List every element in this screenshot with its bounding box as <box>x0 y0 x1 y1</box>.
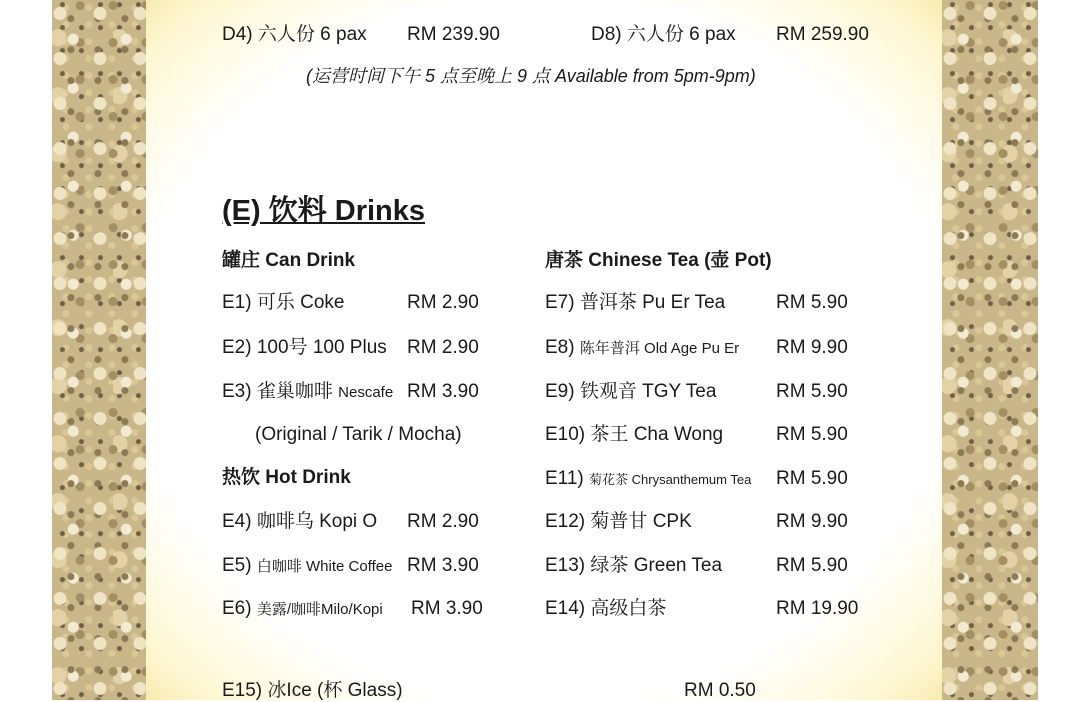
item-e3-name <box>222 381 393 404</box>
item-e3-options: (Original / Tarik / Mocha) <box>255 424 462 445</box>
item-d8-price: RM 259.90 <box>776 24 869 45</box>
item-e8-name <box>545 337 739 360</box>
item-e4-price: RM 2.90 <box>407 511 479 532</box>
item-e11-name <box>545 468 751 491</box>
availability-note: (运营时间下午 5 点至晚上 9 点 Available from 5pm-9pm) <box>306 66 756 86</box>
item-e15-price: RM 0.50 <box>684 680 756 701</box>
subheading-hot-drink: 热饮 Hot Drink <box>222 467 351 488</box>
item-e7-name: E7) 普洱茶 Pu Er Tea <box>545 292 726 313</box>
sand-border-left <box>52 0 146 700</box>
item-e6-label: 美露/咖啡Milo/Kopi <box>256 601 383 618</box>
item-e8-price: RM 9.90 <box>776 337 848 358</box>
item-e2-price: RM 2.90 <box>407 337 479 358</box>
item-e6-prefix: E6) <box>222 598 252 619</box>
item-e6-name <box>222 598 383 621</box>
item-e13-name: E13) 绿茶 Green Tea <box>545 555 723 576</box>
item-e4-name: E4) 咖啡乌 Kopi O <box>222 511 378 532</box>
item-e2-name: E2) 100号 100 Plus <box>222 337 387 358</box>
item-e3-prefix: E3) 雀巢咖啡 <box>222 381 333 402</box>
item-d4-name: D4) 六人份 6 pax <box>222 24 367 45</box>
item-e14-name: E14) 高级白茶 <box>545 598 667 619</box>
item-e6-price: RM 3.90 <box>411 598 483 619</box>
item-e3-english: Nescafe <box>338 384 394 401</box>
item-e5-prefix: E5) <box>222 555 252 576</box>
item-e12-name: E12) 菊普甘 CPK <box>545 511 692 532</box>
subheading-chinese-tea: 唐茶 Chinese Tea (壶 Pot) <box>545 250 772 271</box>
item-d4-price: RM 239.90 <box>407 24 500 45</box>
item-e9-price: RM 5.90 <box>776 381 848 402</box>
item-e5-price: RM 3.90 <box>407 555 479 576</box>
item-e8-label: 陈年普洱 Old Age Pu Er <box>579 340 740 357</box>
item-e5-name <box>222 555 392 578</box>
item-e12-price: RM 9.90 <box>776 511 848 532</box>
subheading-can-drink: 罐庄 Can Drink <box>222 250 356 271</box>
item-e8-prefix: E8) <box>545 337 575 358</box>
item-e15-name: E15) 冰Ice (杯 Glass) <box>222 680 403 701</box>
item-e13-price: RM 5.90 <box>776 555 848 576</box>
item-d8-name: D8) 六人份 6 pax <box>591 24 736 45</box>
item-e1-name: E1) 可乐 Coke <box>222 292 345 313</box>
item-e1-price: RM 2.90 <box>407 292 479 313</box>
item-e11-label: 菊花茶 Chrysanthemum Tea <box>589 472 752 487</box>
item-e5-label: 白咖啡 White Coffee <box>256 558 393 575</box>
section-title-drinks: (E) 饮料 Drinks <box>222 195 426 227</box>
item-e11-price: RM 5.90 <box>776 468 848 489</box>
sand-border-right <box>942 0 1038 700</box>
item-e9-name: E9) 铁观音 TGY Tea <box>545 381 717 402</box>
item-e11-prefix: E11) <box>545 468 584 489</box>
item-e10-price: RM 5.90 <box>776 424 848 445</box>
item-e7-price: RM 5.90 <box>776 292 848 313</box>
item-e14-price: RM 19.90 <box>776 598 859 619</box>
item-e10-name: E10) 茶王 Cha Wong <box>545 424 724 445</box>
item-e3-price: RM 3.90 <box>407 381 479 402</box>
